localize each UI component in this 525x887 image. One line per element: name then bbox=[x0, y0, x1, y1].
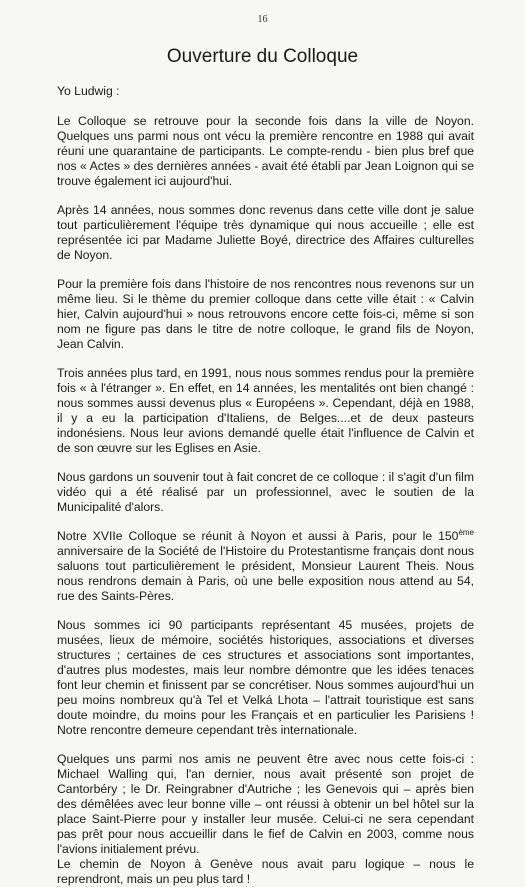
anniversary-text-after: anniversaire de la Société de l'Histoire du Protestantisme français dont nous saluons tout particulièrement le président, Monsieur Laurent Theis. Nous nous rendrons demain à Paris, où une belle exposition nous attend au 54, rue des Saints-Pères. bbox=[57, 544, 474, 603]
paragraph-first-meeting: Le Colloque se retrouve pour la seconde fois dans la ville de Noyon. Quelques uns parmi nous ont vécu la première rencontre en 1988 qui avait réuni une quarantaine de participants. Le compte-rendu - bien plus bref que nos « Actes » des dernières années - avait été établi par Jean Loignon qui se trouve également ici aujourd'hui. bbox=[57, 114, 474, 188]
paragraph-return: Après 14 années, nous sommes donc revenus dans cette ville dont je salue tout particulièrement l'équipe très dynamique qui nous accueille ; elle est représentée ici par Madame Juliette Boyé, directrice des Affaires culturelles de Noyon. bbox=[57, 203, 474, 262]
page-number: 16 bbox=[257, 14, 268, 25]
paragraph-video: Nous gardons un souvenir tout à fait concret de ce colloque : il s'agit d'un film vidéo qui a été réalisé par un professionnel, avec le soutien de la Municipalité d'alors. bbox=[57, 470, 474, 514]
paragraph-closing: Le chemin de Noyon à Genève nous avait paru logique – nous le reprendront, mais un peu plus tard ! bbox=[57, 857, 474, 886]
paragraph-calvin-theme: Pour la première fois dans l'histoire de nos rencontres nous revenons sur un même lieu. Si le thème du premier colloque dans cette ville était : « Calvin hier, Calvin aujourd'hui » nous retrouvons encore cette fois-ci, même si son nom ne figure pas dans le titre de notre colloque, le grand fils de Noyon, Jean Calvin. bbox=[57, 277, 474, 351]
anniversary-text-before: Notre XVIIe Colloque se réunit à Noyon et aussi à Paris, pour le 150 bbox=[57, 529, 459, 543]
paragraph-absent-friends: Quelques uns parmi nos amis ne peuvent être avec nous cette fois-ci : Michael Walling qui, l'an dernier, nous avait présenté son projet de Cantorbéry ; le Dr. Reingrabner d'Autriche ; les Genevois qui – après bien des démêlées avec leur bonne ville – ont réussi à obtenir un bel hôtel sur la place Saint-Pierre pour y installer leur musée. Celui-ci ne sera cependant pas prêt pour nous accueillir dans le fief de Calvin en 2003, comme nous l'avions initialement prévu. bbox=[57, 752, 474, 856]
body-text bbox=[57, 84, 474, 887]
anniversary-superscript: ème bbox=[458, 527, 474, 537]
paragraph-participants: Nous sommes ici 90 participants représentant 45 musées, projets de musées, lieux de mémoire, sociétés historiques, associations et diverses structures ; certaines de ces structures et associations sont importantes, d'autres plus modestes, mais leur nombre démontre que les idées tenaces font leur chemin et finissent par se concrétiser. Nous sommes aujourd'hui un peu moins nombreux qu'à Tel et Velká Lhota – l'attrait touristique est sans doute moindre, du moins pour les Français et en particulier les Parisiens ! Notre rencontre demeure cependant très internationale. bbox=[57, 618, 474, 737]
page-title: Ouverture du Colloque bbox=[166, 46, 359, 67]
paragraph-1991: Trois années plus tard, en 1991, nous nous sommes rendus pour la première fois « à l'étranger ». En effet, en 14 années, les mentalités ont bien changé : nous sommes aussi devenus plus « Européens ». Cependant, déjà en 1988, il y a eu la participation d'Italiens, de Belges....et de deux pasteurs indonésiens. Nous leur avions demandé quelle était l'influence de Calvin et de son œuvre sur les Eglises en Asie. bbox=[57, 366, 474, 455]
salutation: Yo Ludwig : bbox=[57, 84, 120, 98]
paragraph-anniversary bbox=[57, 529, 474, 604]
